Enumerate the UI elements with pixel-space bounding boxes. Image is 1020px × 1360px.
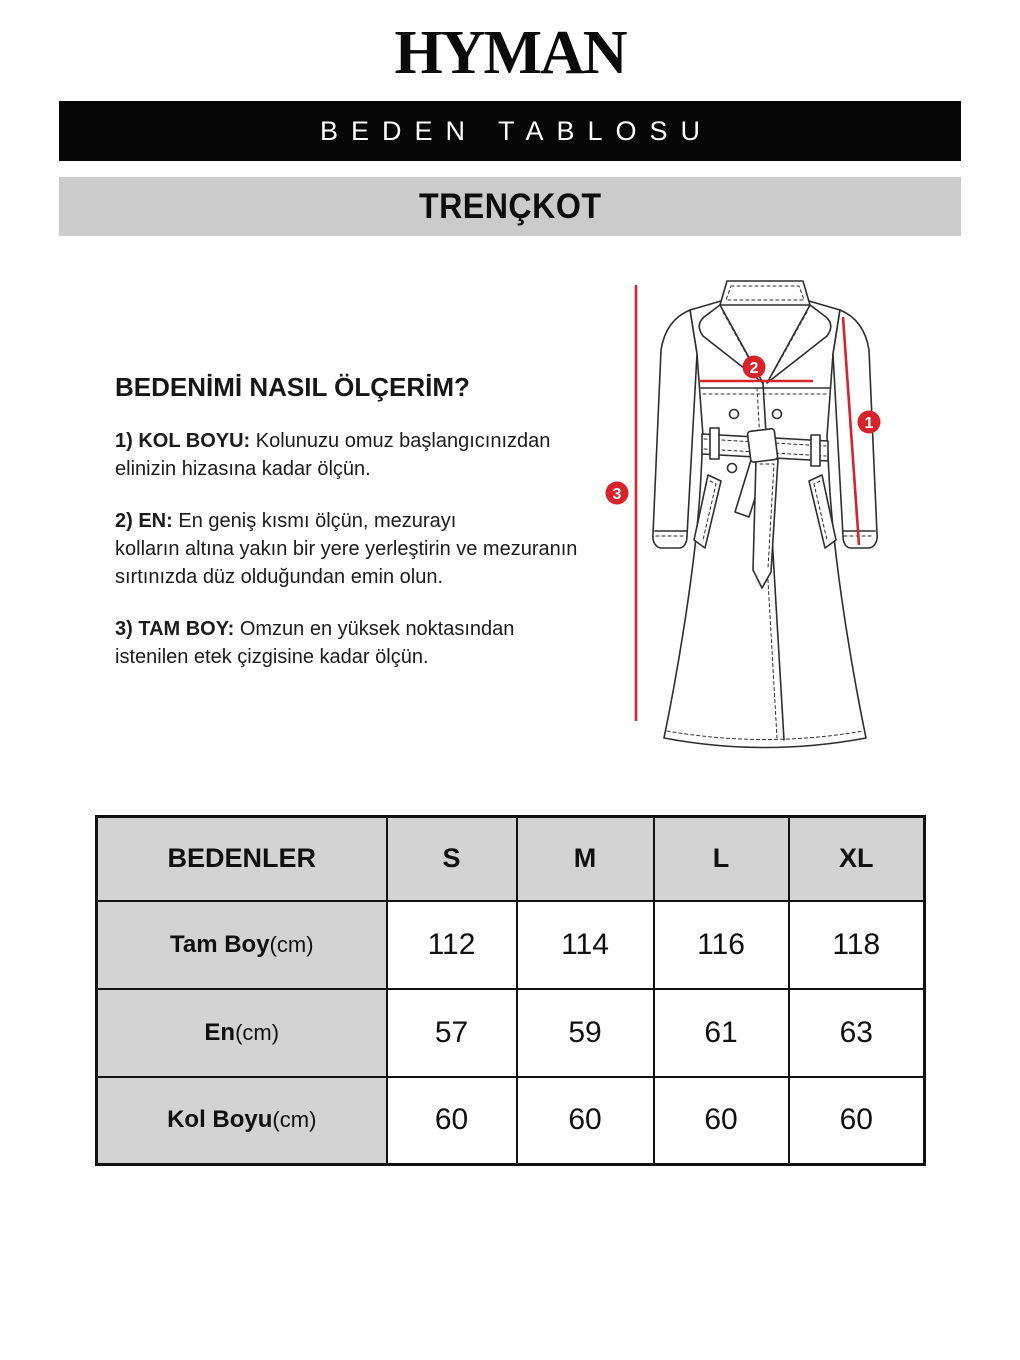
brand-logo: HYMAN (394, 19, 626, 87)
size-value: 60 (517, 1077, 654, 1165)
col-header-bedenler: BEDENLER (97, 817, 387, 901)
size-value: 114 (517, 901, 654, 989)
trenchcoat-illustration (600, 270, 930, 810)
col-header-s: S (387, 817, 517, 901)
size-table (95, 815, 926, 1166)
instruction-line: istenilen etek çizgisine kadar ölçün. (115, 646, 429, 668)
size-value: 59 (517, 989, 654, 1077)
size-value: 112 (387, 901, 517, 989)
measure-badge-3 (606, 482, 629, 505)
size-value: 61 (654, 989, 789, 1077)
col-header-l: L (654, 817, 789, 901)
size-value: 116 (654, 901, 789, 989)
coat-measure-diagram (600, 270, 930, 810)
size-chart-title-bar (59, 101, 961, 161)
badge-number: 1 (864, 415, 874, 432)
instruction-line: kolların altına yakın bir yere yerleştirin ve mezuranın (115, 538, 578, 560)
size-value: 60 (789, 1077, 925, 1165)
badge-number: 2 (749, 360, 759, 377)
product-name: TRENÇKOT (418, 186, 602, 226)
product-title-bar (59, 177, 961, 236)
instruction-line: En geniş kısmı ölçün, mezurayı (178, 510, 457, 532)
table-row-tam-boy (97, 901, 925, 989)
instruction-label: 1) KOL BOYU: (115, 430, 251, 452)
col-header-xl: XL (789, 817, 925, 901)
instruction-line: Kolunuzu omuz başlangıcınızdan (255, 430, 551, 452)
instruction-label: 2) EN: (115, 510, 173, 532)
coat-line-art (653, 281, 877, 748)
instruction-line: elinizin hizasına kadar ölçün. (115, 458, 371, 480)
measure-badge-2 (743, 356, 766, 379)
table-row-kol-boyu (97, 1077, 925, 1165)
measure-badge-1 (858, 411, 881, 434)
row-label: Kol Boyu(cm) (97, 1077, 387, 1165)
instruction-line: sırtınızda düz olduğundan emin olun. (115, 566, 443, 588)
size-value: 60 (387, 1077, 517, 1165)
col-header-m: M (517, 817, 654, 901)
instruction-label: 3) TAM BOY: (115, 618, 235, 640)
size-value: 57 (387, 989, 517, 1077)
size-value: 63 (789, 989, 925, 1077)
row-label: En(cm) (97, 989, 387, 1077)
table-row-en (97, 989, 925, 1077)
instruction-item-kol-boyu (115, 427, 603, 483)
size-table-header-row (97, 817, 925, 901)
measure-instructions (115, 372, 603, 695)
size-chart-title: BEDEN TABLOSU (319, 115, 714, 146)
instruction-item-en (115, 507, 603, 591)
size-value: 60 (654, 1077, 789, 1165)
instruction-line: Omzun en yüksek noktasından (239, 618, 515, 640)
size-value: 118 (789, 901, 925, 989)
instructions-heading: BEDENİMİ NASIL ÖLÇERİM? (115, 372, 470, 402)
instruction-item-tam-boy (115, 615, 603, 671)
row-label: Tam Boy(cm) (97, 901, 387, 989)
badge-number: 3 (612, 486, 622, 503)
